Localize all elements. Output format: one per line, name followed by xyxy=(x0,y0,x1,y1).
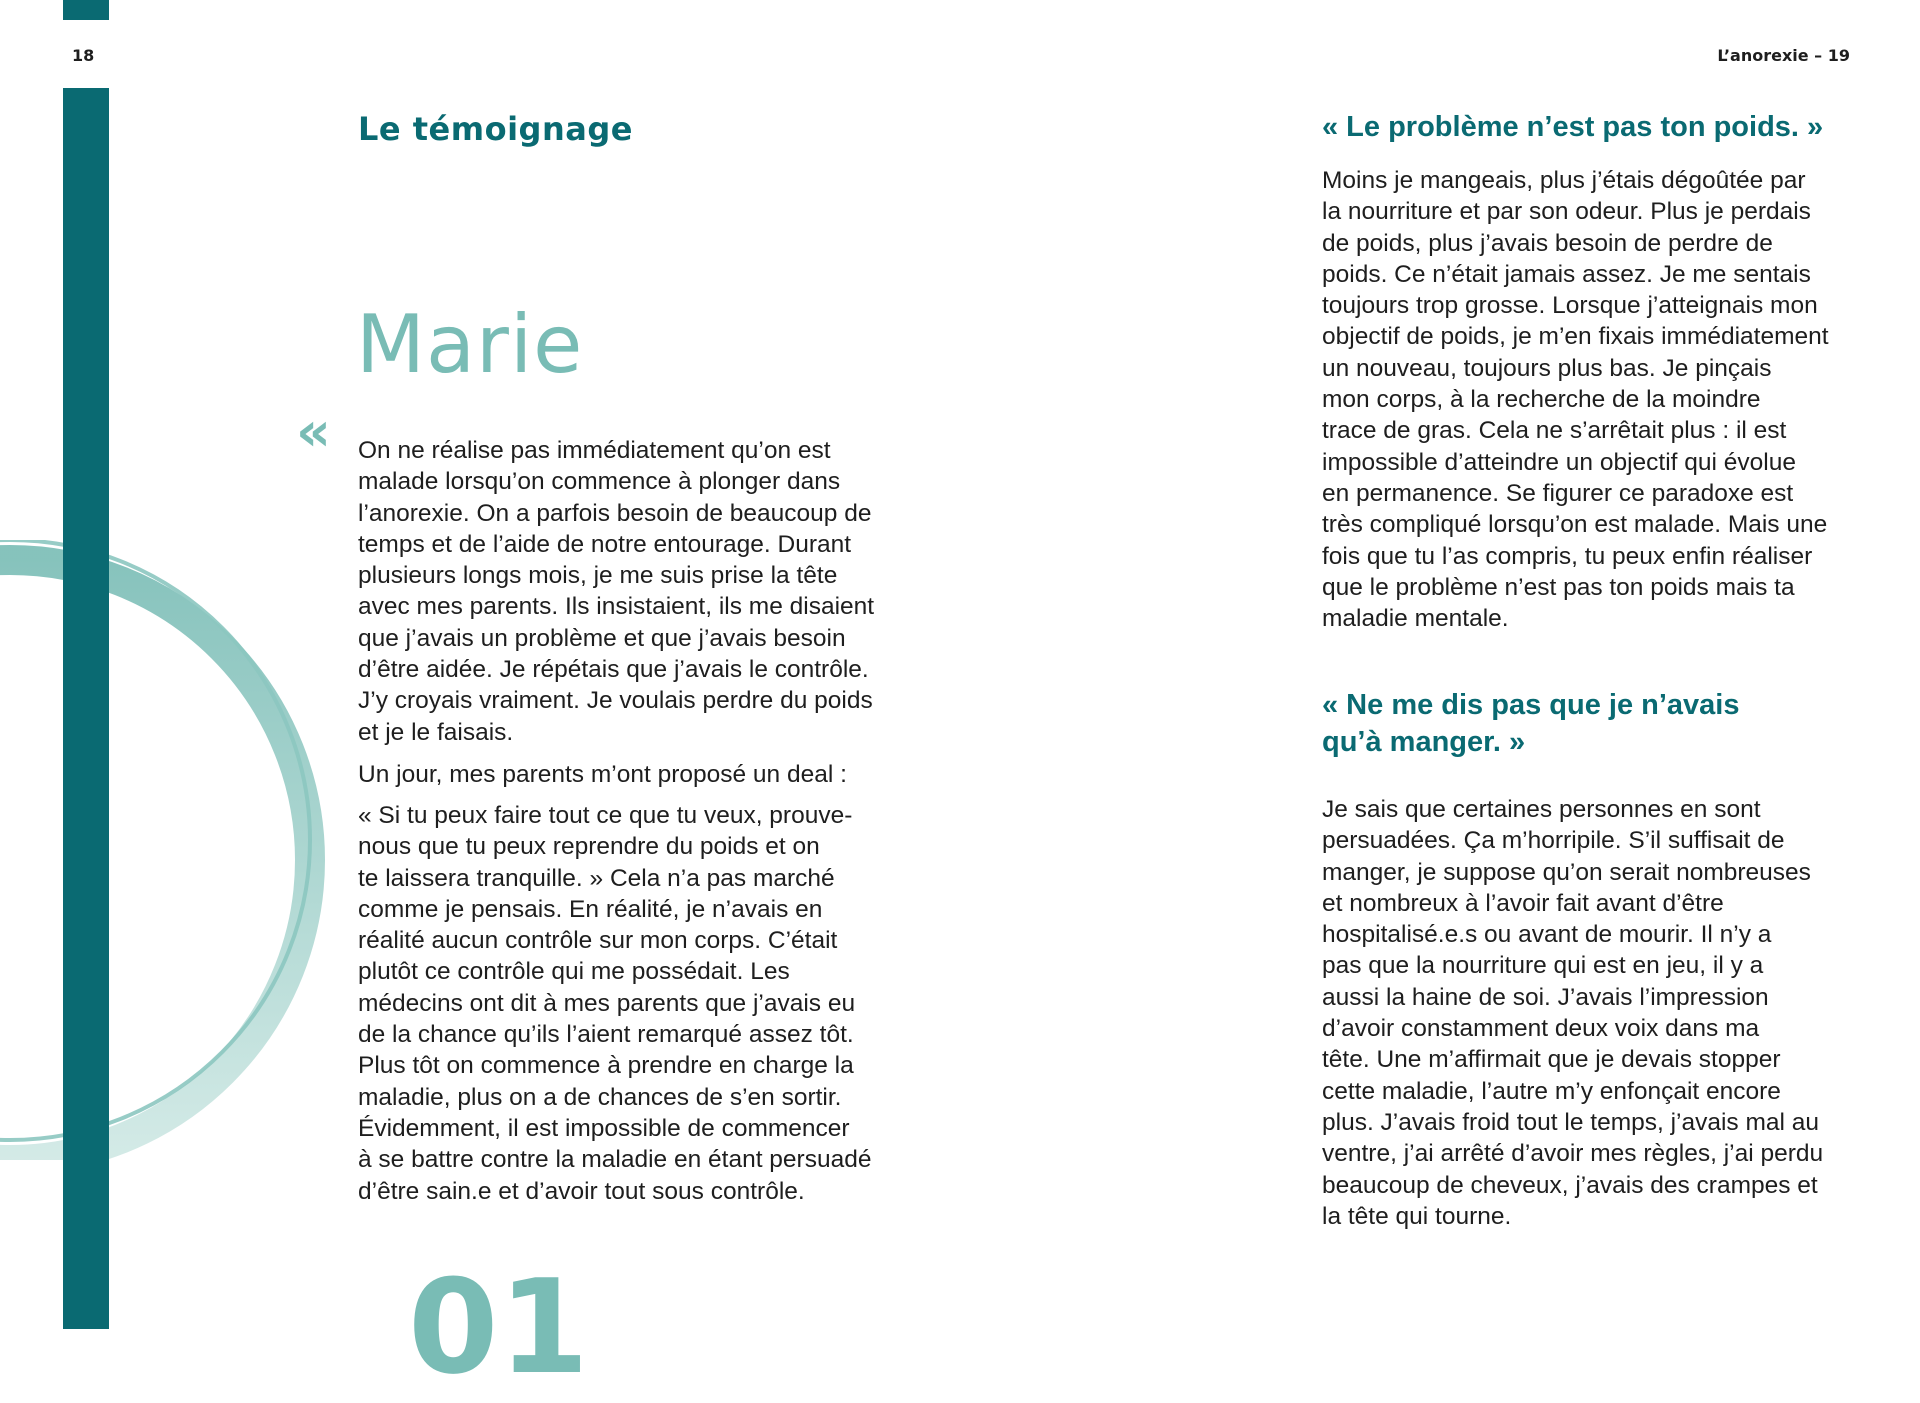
teal-band-top xyxy=(63,0,109,20)
section-paragraph-2: Je sais que certaines personnes en sont persuadées. Ça m’horripile. S’il suffisait de manger, je suppose qu’on serait nombreuses et nombreux à l’avoir fait avant d’être hospitalisé.e.s ou avant de mourir. Il n’y a pas que la nourriture qui est en jeu, il y a aussi la haine de soi. J’avais l’impression d’avoir constamment deux voix dans ma tête. Une m’affirmait que je devais stopper cette maladie, l’autre m’y enfonçait encore plus. J’avais froid tout le temps, j’avais mal au ventre, j’ai arrêté d’avoir mes règles, j’ai perdu beaucoup de cheveux, j’avais des crampes et la tête qui tourne. xyxy=(1322,796,1824,1230)
quote-heading-2: « Ne me dis pas que je n’avais qu’à manger. » xyxy=(1322,689,1740,758)
testimony-paragraph-3: « Si tu peux faire tout ce que tu veux, prouve- nous que tu peux reprendre du poids et on te laissera tranquille. » Cela n’a pas marché comme je pensais. En réalité, je n’avais en réalité aucun contrôle sur mon corps. C’était plutôt ce contrôle qui me possédait. Les médecins ont dit à mes parents que j’avais eu de la chance qu’ils l’aient remarqué assez tôt. Plus tôt on commence à prendre en charge la maladie, plus on a de chances de s’en sortir. Évidemment, il est impossible de commencer à se battre contre la maladie en étant persuadé d’être sain.e et d’avoir tout sous contrôle. xyxy=(358,802,872,1205)
page-number-left: 18 xyxy=(72,46,95,65)
running-header-right: L’anorexie – 19 xyxy=(1717,46,1850,65)
chapter-number: 01 xyxy=(408,1251,589,1403)
section-title: Le témoignage xyxy=(358,110,633,148)
opening-quote-mark: « xyxy=(296,400,331,463)
section-paragraph-1: Moins je mangeais, plus j’étais dégoûtée par la nourriture et par son odeur. Plus je perdais de poids, plus j’avais besoin de perdre de poids. Ce n’était jamais assez. Je me sentais toujours trop grosse. Lorsque j’atteignais mon objectif de poids, je m’en fixais immédiatement un nouveau, toujours plus bas. Je pinçais mon corps, à la recherche de la moindre trace de gras. Cela ne s’arrêtait plus : il est impossible d’atteindre un objectif qui évolue en permanence. Se figurer ce paradoxe est très compliqué lorsqu’on est malade. Mais une fois que tu l’as compris, tu peux enfin réaliser que le problème n’est pas ton poids mais ta maladie mentale. xyxy=(1322,167,1829,633)
teal-band xyxy=(63,88,109,1329)
decorative-rings xyxy=(0,540,340,1160)
testimony-paragraph-2: Un jour, mes parents m’ont proposé un deal : xyxy=(358,761,847,788)
quote-heading-1: « Le problème n’est pas ton poids. » xyxy=(1322,111,1824,143)
witness-name: Marie xyxy=(356,298,584,391)
testimony-paragraph-1: On ne réalise pas immédiatement qu’on est malade lorsqu’on commence à plonger dans l’anorexie. On a parfois besoin de beaucoup de temps et de l’aide de notre entourage. Durant plusieurs longs mois, je me suis prise la tête avec mes parents. Ils insistaient, ils me disaient que j’avais un problème et que j’avais besoin d’être aidée. Je répétais que j’avais le contrôle. J’y croyais vraiment. Je voulais perdre du poids et je le faisais. xyxy=(358,437,875,746)
